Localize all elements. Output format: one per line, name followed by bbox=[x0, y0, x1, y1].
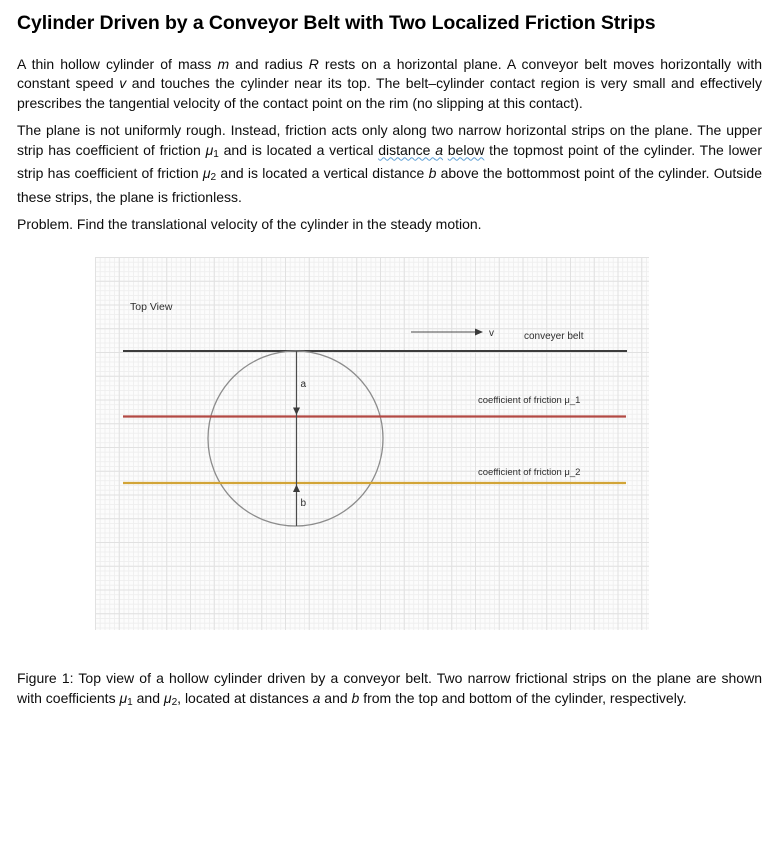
figure-top-view bbox=[95, 257, 649, 630]
distance-a-arrowhead-icon bbox=[293, 407, 300, 415]
text-segment: Problem. Find the translational velocity of the cylinder in the steady motion. bbox=[17, 216, 482, 233]
cylinder-circle bbox=[208, 351, 383, 526]
body-paragraphs bbox=[17, 55, 762, 235]
text-segment: , located at distances bbox=[177, 689, 313, 706]
figure-canvas bbox=[95, 257, 649, 630]
text-segment: b bbox=[428, 165, 437, 182]
subscript: 1 bbox=[213, 148, 219, 160]
figure-caption bbox=[17, 668, 762, 713]
subscript: 1 bbox=[127, 696, 133, 708]
text-segment: and touches the cylinder near its top. The belt–cylinder contact region is very small and effectively prescribes the tangential velocity of the contact point on the rim (no slipping at this contact). bbox=[17, 75, 762, 111]
velocity-label: v bbox=[489, 327, 494, 339]
problem-statement bbox=[17, 215, 762, 234]
text-segment: A thin hollow cylinder of mass bbox=[17, 56, 218, 72]
text-segment: Figure 1: Top view of a hollow cylinder driven by a conveyor belt. Two narrow frictional strips on the plane are shown with coefficients bbox=[17, 669, 762, 706]
friction-strips-paragraph bbox=[17, 121, 762, 207]
text-segment: and bbox=[320, 689, 352, 706]
friction-strip-1-label: coefficient of friction μ_1 bbox=[478, 394, 581, 406]
text-segment: b bbox=[351, 689, 360, 706]
doc-title: Cylinder Driven by a Conveyor Belt with Two Localized Friction Strips bbox=[17, 12, 656, 34]
distance-b-label: b bbox=[300, 497, 307, 509]
subscript: 2 bbox=[210, 172, 217, 184]
distance-a-label: a bbox=[300, 378, 307, 390]
friction-strip-2-label: coefficient of friction μ_2 bbox=[478, 466, 581, 478]
text-segment: R bbox=[308, 56, 319, 72]
text-segment: and bbox=[132, 689, 164, 706]
text-segment: a bbox=[312, 689, 321, 706]
text-segment: from the top and bottom of the cylinder, respectively. bbox=[359, 689, 687, 706]
text-segment: μ bbox=[163, 689, 172, 706]
text-segment: and is located a vertical bbox=[218, 141, 379, 158]
text-segment: and radius bbox=[229, 56, 309, 72]
subscript: 2 bbox=[171, 696, 178, 708]
intro-paragraph bbox=[17, 55, 762, 113]
text-segment: m bbox=[217, 56, 230, 72]
text-segment: rests on a horizontal plane. A conveyor belt moves horizontally with constant speed bbox=[17, 56, 762, 92]
text-segment: The plane is not uniformly rough. Instead, friction acts only along two narrow horizontal strips on the plane. The upper strip has coefficient of friction bbox=[17, 122, 762, 158]
text-segment: the topmost point of the cylinder. The lower strip has coefficient of friction bbox=[17, 141, 762, 182]
distance-b-arrowhead-icon bbox=[293, 484, 300, 492]
conveyer-belt-label: conveyer belt bbox=[524, 330, 584, 342]
top-view-label: Top View bbox=[130, 300, 173, 313]
text-segment: v bbox=[119, 75, 127, 92]
text-segment: a bbox=[435, 141, 443, 158]
text-segment: below bbox=[447, 141, 485, 158]
text-segment: above the bottommost point of the cylinder. Outside these strips, the plane is frictionless. bbox=[17, 165, 762, 205]
text-segment: and is located a vertical distance bbox=[216, 165, 429, 182]
text-segment: distance bbox=[378, 141, 436, 158]
text-segment: μ bbox=[119, 689, 128, 706]
text-segment: μ bbox=[202, 165, 211, 182]
text-segment: μ bbox=[205, 141, 214, 158]
belt-velocity-arrowhead-icon bbox=[475, 328, 483, 335]
